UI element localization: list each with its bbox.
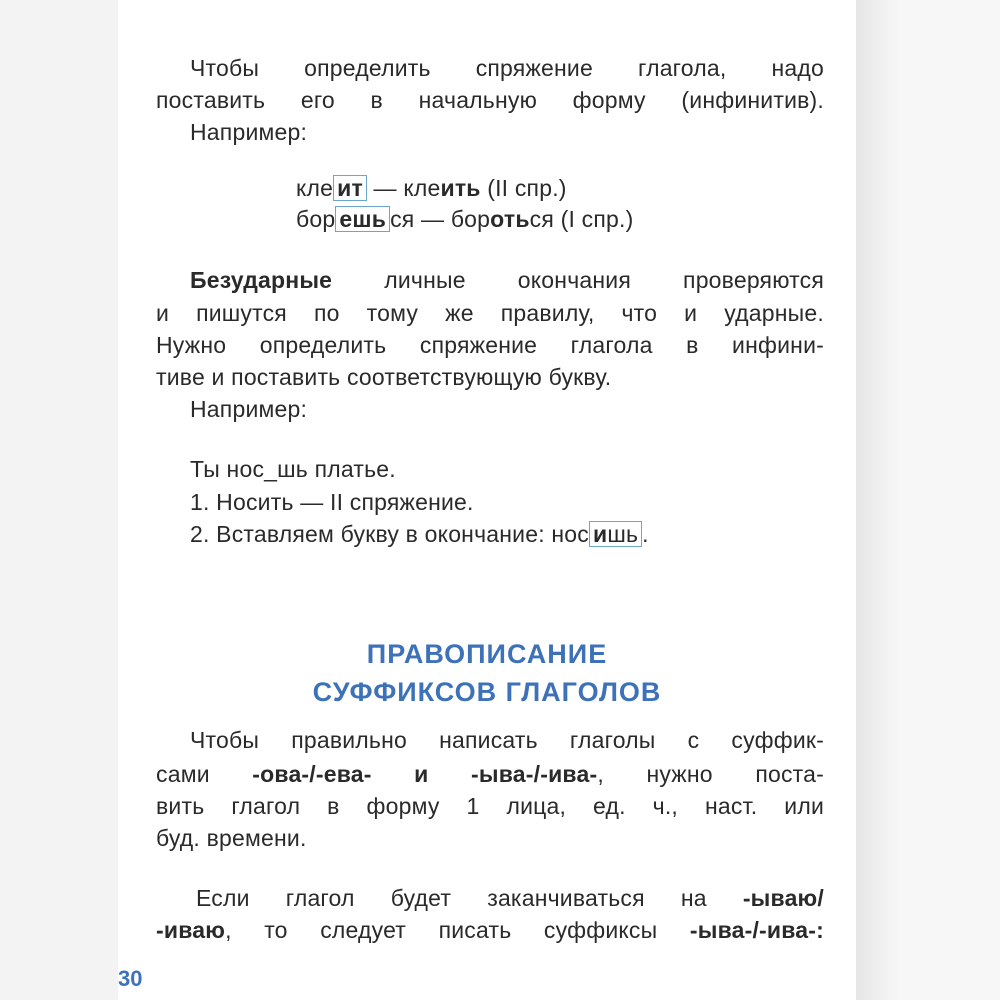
intro-line-1: Чтобы определить спряжение глагола, надо bbox=[190, 55, 824, 81]
example2-step-1: 1. Носить — II спряжение. bbox=[190, 489, 474, 515]
example-2-inf-bold: оть bbox=[490, 206, 530, 232]
example-1-ending-box: ит bbox=[333, 175, 367, 201]
example2-step-2-text: 2. Вставляем букву в окончание: нос bbox=[190, 521, 589, 547]
example-row-2 bbox=[296, 204, 633, 234]
example-1-dash: — bbox=[366, 175, 404, 201]
last-para-line-1-start: Если глагол будет заканчиваться на bbox=[196, 885, 743, 911]
example-2-inf-start: бор bbox=[450, 206, 491, 232]
intro-line-2: поставить его в начальную форму (инфинитив). bbox=[156, 87, 824, 113]
example-label-1: Например: bbox=[190, 119, 308, 145]
example-2-ending-box: ешь bbox=[335, 206, 390, 232]
page-gutter bbox=[856, 0, 1000, 1000]
example-2-conjugation: (I спр.) bbox=[554, 206, 634, 232]
unstressed-bold-word: Безударные bbox=[190, 267, 333, 293]
suffix-rule-line-2-end: , нужно поста- bbox=[597, 761, 824, 787]
suffix-rule-line-1: Чтобы правильно написать глаголы с суффик- bbox=[190, 727, 824, 753]
example-1-stem: кле bbox=[296, 175, 334, 201]
last-para-suffix-2: -иваю bbox=[156, 917, 226, 943]
example-2-tail: ся bbox=[390, 206, 415, 232]
suffix-rule-line-3: вить глагол в форму 1 лица, ед. ч., наст. или bbox=[156, 793, 824, 819]
textbook-page bbox=[118, 0, 856, 1000]
example-2-stem: бор bbox=[296, 206, 336, 232]
example2-ending-bold: и bbox=[592, 521, 608, 547]
example-1-inf-start: кле bbox=[403, 175, 441, 201]
section-heading-line-2: СУФФИКСОВ ГЛАГОЛОВ bbox=[312, 677, 662, 707]
suffix-rule-line-2-start: сами bbox=[156, 761, 253, 787]
page-number: 30 bbox=[118, 966, 143, 991]
unstressed-line-1-rest: личные окончания проверяются bbox=[332, 267, 824, 293]
last-para-suffix-3: -ыва-/-ива-: bbox=[689, 917, 824, 943]
example2-step-2-end: . bbox=[642, 521, 649, 547]
example-2-dash: — bbox=[414, 206, 451, 232]
last-para-suffix-1: -ываю/ bbox=[742, 885, 824, 911]
suffix-rule-suffixes: -ова-/-ева- и -ыва-/-ива- bbox=[252, 761, 598, 787]
unstressed-line-1 bbox=[190, 265, 824, 295]
unstressed-line-3: Нужно определить спряжение глагола в инфини- bbox=[156, 332, 824, 358]
last-para-line-2 bbox=[156, 915, 824, 945]
example2-ending-rest: шь bbox=[607, 521, 639, 547]
example-1-inf-bold: ить bbox=[440, 175, 481, 201]
suffix-rule-line-4: буд. времени. bbox=[156, 825, 307, 851]
example-label-2: Например: bbox=[190, 396, 308, 422]
last-para-line-1 bbox=[196, 883, 824, 913]
suffix-rule-line-2 bbox=[156, 759, 824, 789]
unstressed-line-2: и пишутся по тому же правилу, что и ударные. bbox=[156, 300, 824, 326]
example2-ending-box bbox=[589, 521, 642, 547]
example2-step-2 bbox=[190, 519, 649, 549]
unstressed-line-4: тиве и поставить соответствующую букву. bbox=[156, 364, 612, 390]
example-1-conjugation: (II спр.) bbox=[480, 175, 567, 201]
last-para-line-2-mid: , то следует писать суффиксы bbox=[225, 917, 690, 943]
example-2-inf-end: ся bbox=[529, 206, 555, 232]
example2-sentence: Ты нос_шь платье. bbox=[190, 456, 396, 482]
example-row-1 bbox=[296, 173, 567, 203]
section-heading-line-1: ПРАВОПИСАНИЕ bbox=[366, 639, 608, 669]
